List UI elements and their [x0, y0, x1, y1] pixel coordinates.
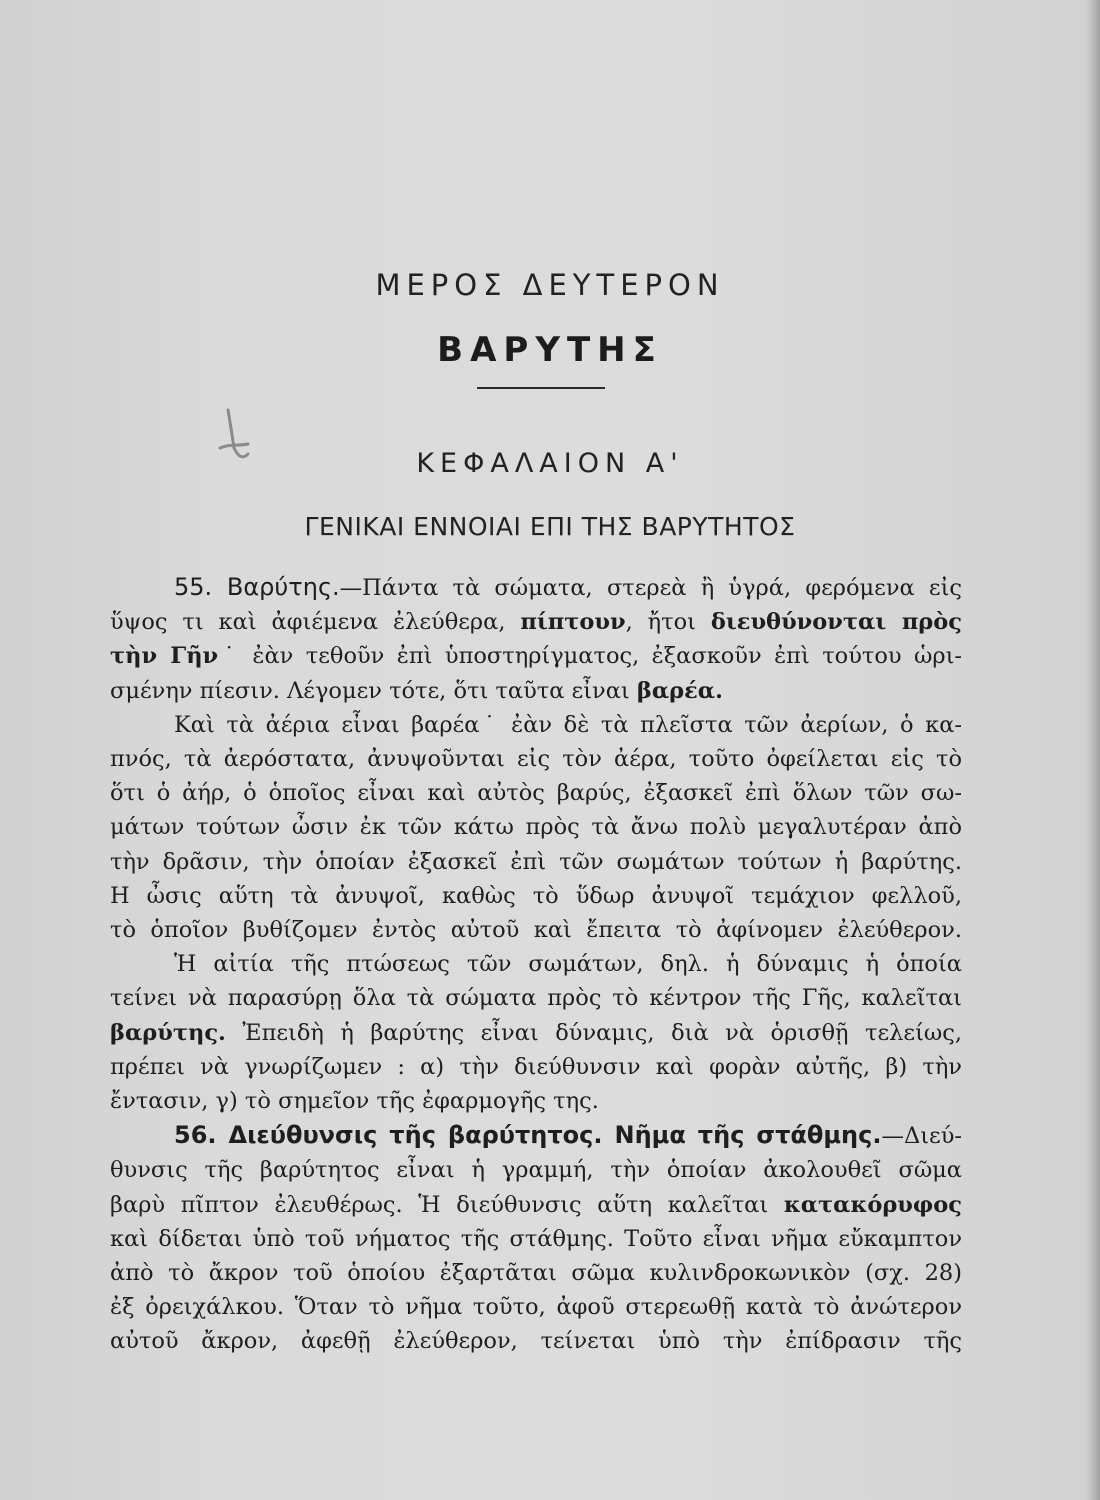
- text-line: βαρύτης. Ἐπειδὴ ἡ βαρύτης εἶναι δύναμις, διὰ νὰ ὁρισθῇ τελείως,: [110, 1019, 962, 1046]
- text-line: τὴν δρᾶσιν, τὴν ὁποίαν ἐξασκεῖ ἐπὶ τῶν σωμάτων τούτων ἡ βαρύτης.: [110, 848, 962, 875]
- page-edge-shadow: [1086, 0, 1100, 1500]
- text-line: ὕψος τι καὶ ἀφιέμενα ἐλεύθερα, πίπτουν, ἤτοι διευθύνονται πρὸς: [110, 609, 962, 636]
- body-text: [110, 570, 962, 1359]
- text-line: ὅτι ὁ ἀήρ, ὁ ὁποῖος εἶναι καὶ αὐτὸς βαρύς, ἐξασκεῖ ἐπὶ ὅλων τῶν σω-: [110, 780, 962, 807]
- section-heading-56: 56. Διεύθυνσις τῆς βαρύτητος. Νῆμα τῆς στάθμης.: [174, 1121, 882, 1150]
- text-line: πνός, τὰ ἀερόστατα, ἀνυψοῦνται εἰς τὸν ἀέρα, τοῦτο ὀφείλεται εἰς τὸ: [110, 746, 962, 773]
- text-line: σμένην πίεσιν. Λέγομεν τότε, ὅτι ταῦτα εἶναι βαρέα.: [110, 677, 723, 704]
- chapter-subtitle: ΓΕΝΙΚΑΙ ΕΝΝΟΙΑΙ ΕΠΙ ΤΗΣ ΒΑΡΥΤΗΤΟΣ: [304, 512, 796, 541]
- title-divider: [477, 387, 605, 389]
- text-line: Ἡ αἰτία τῆς πτώσεως τῶν σωμάτων, δηλ. ἡ δύναμις ἡ ὁποία: [174, 951, 962, 978]
- text-line: ἀπὸ τὸ ἄκρον τοῦ ὁποίου ἐξαρτᾶται σῶμα κυλινδροκωνικὸν (σχ. 28): [110, 1260, 962, 1287]
- text-line: ἐξ ὀρειχάλκου. Ὅταν τὸ νῆμα τοῦτο, ἀφοῦ στερεωθῇ κατὰ τὸ ἀνώτερον: [110, 1294, 962, 1321]
- text-line: τὴν Γῆν˙ ἐὰν τεθοῦν ἐπὶ ὑποστηρίγματος, ἐξασκοῦν ἐπὶ τούτου ὡρι-: [110, 643, 962, 670]
- text-line: πρέπει νὰ γνωρίζωμεν : α) τὴν διεύθυνσιν καὶ φορὰν αὐτῆς, β) τὴν: [110, 1053, 962, 1080]
- chapter-label: ΚΕΦΑΛΑΙΟΝ Α': [416, 448, 684, 479]
- text-line: τείνει νὰ παρασύρῃ ὅλα τὰ σώματα πρὸς τὸ κέντρον τῆς Γῆς, καλεῖται: [110, 985, 962, 1012]
- text-line: τὸ ὁποῖον βυθίζομεν ἐντὸς αὐτοῦ καὶ ἔπειτα τὸ ἀφίνομεν ἐλεύθερον.: [110, 917, 962, 944]
- text-line: 55. Βαρύτης.—Πάντα τὰ σώματα, στερεὰ ἢ ὑγρά, φερόμενα εἰς: [174, 573, 962, 601]
- text-line: Καὶ τὰ ἀέρια εἶναι βαρέα˙ ἐὰν δὲ τὰ πλεῖστα τῶν ἀερίων, ὁ κα-: [174, 711, 962, 738]
- text-line: Η ὦσις αὕτη τὰ ἀνυψοῖ, καθὼς τὸ ὕδωρ ἀνυψοῖ τεμάχιον φελλοῦ,: [110, 882, 962, 909]
- text-line: καὶ δίδεται ὑπὸ τοῦ νήματος τῆς στάθμης. Τοῦτο εἶναι νῆμα εὔκαμπτον: [110, 1225, 962, 1252]
- text-line: θυνσις τῆς βαρύτητος εἶναι ἡ γραμμή, τὴν ὁποίαν ἀκολουθεῖ σῶμα: [110, 1157, 962, 1184]
- text-line: μάτων τούτων ὦσιν ἐκ τῶν κάτω πρὸς τὰ ἄνω πολὺ μεγαλυτέραν ἀπὸ: [110, 814, 962, 841]
- part-title: ΜΕΡΟΣ ΔΕΥΤΕΡΟΝ: [375, 268, 725, 302]
- text-line: 56. Διεύθυνσις τῆς βαρύτητος. Νῆμα τῆς στάθμης.—Διεύ-: [174, 1121, 962, 1150]
- text-line: ἔντασιν, γ) τὸ σημεῖον τῆς ἐφαρμογῆς της.: [110, 1088, 599, 1115]
- text-line: βαρὺ πῖπτον ἐλευθέρως. Ἡ διεύθυνσις αὕτη καλεῖται κατακόρυφος: [110, 1191, 962, 1218]
- section-heading-55: 55. Βαρύτης.: [174, 573, 340, 601]
- text-line: αὐτοῦ ἄκρον, ἀφεθῇ ἐλεύθερον, τείνεται ὑπὸ τὴν ἐπίδρασιν τῆς: [110, 1328, 962, 1355]
- main-title: ΒΑΡΥΤΗΣ: [437, 330, 663, 370]
